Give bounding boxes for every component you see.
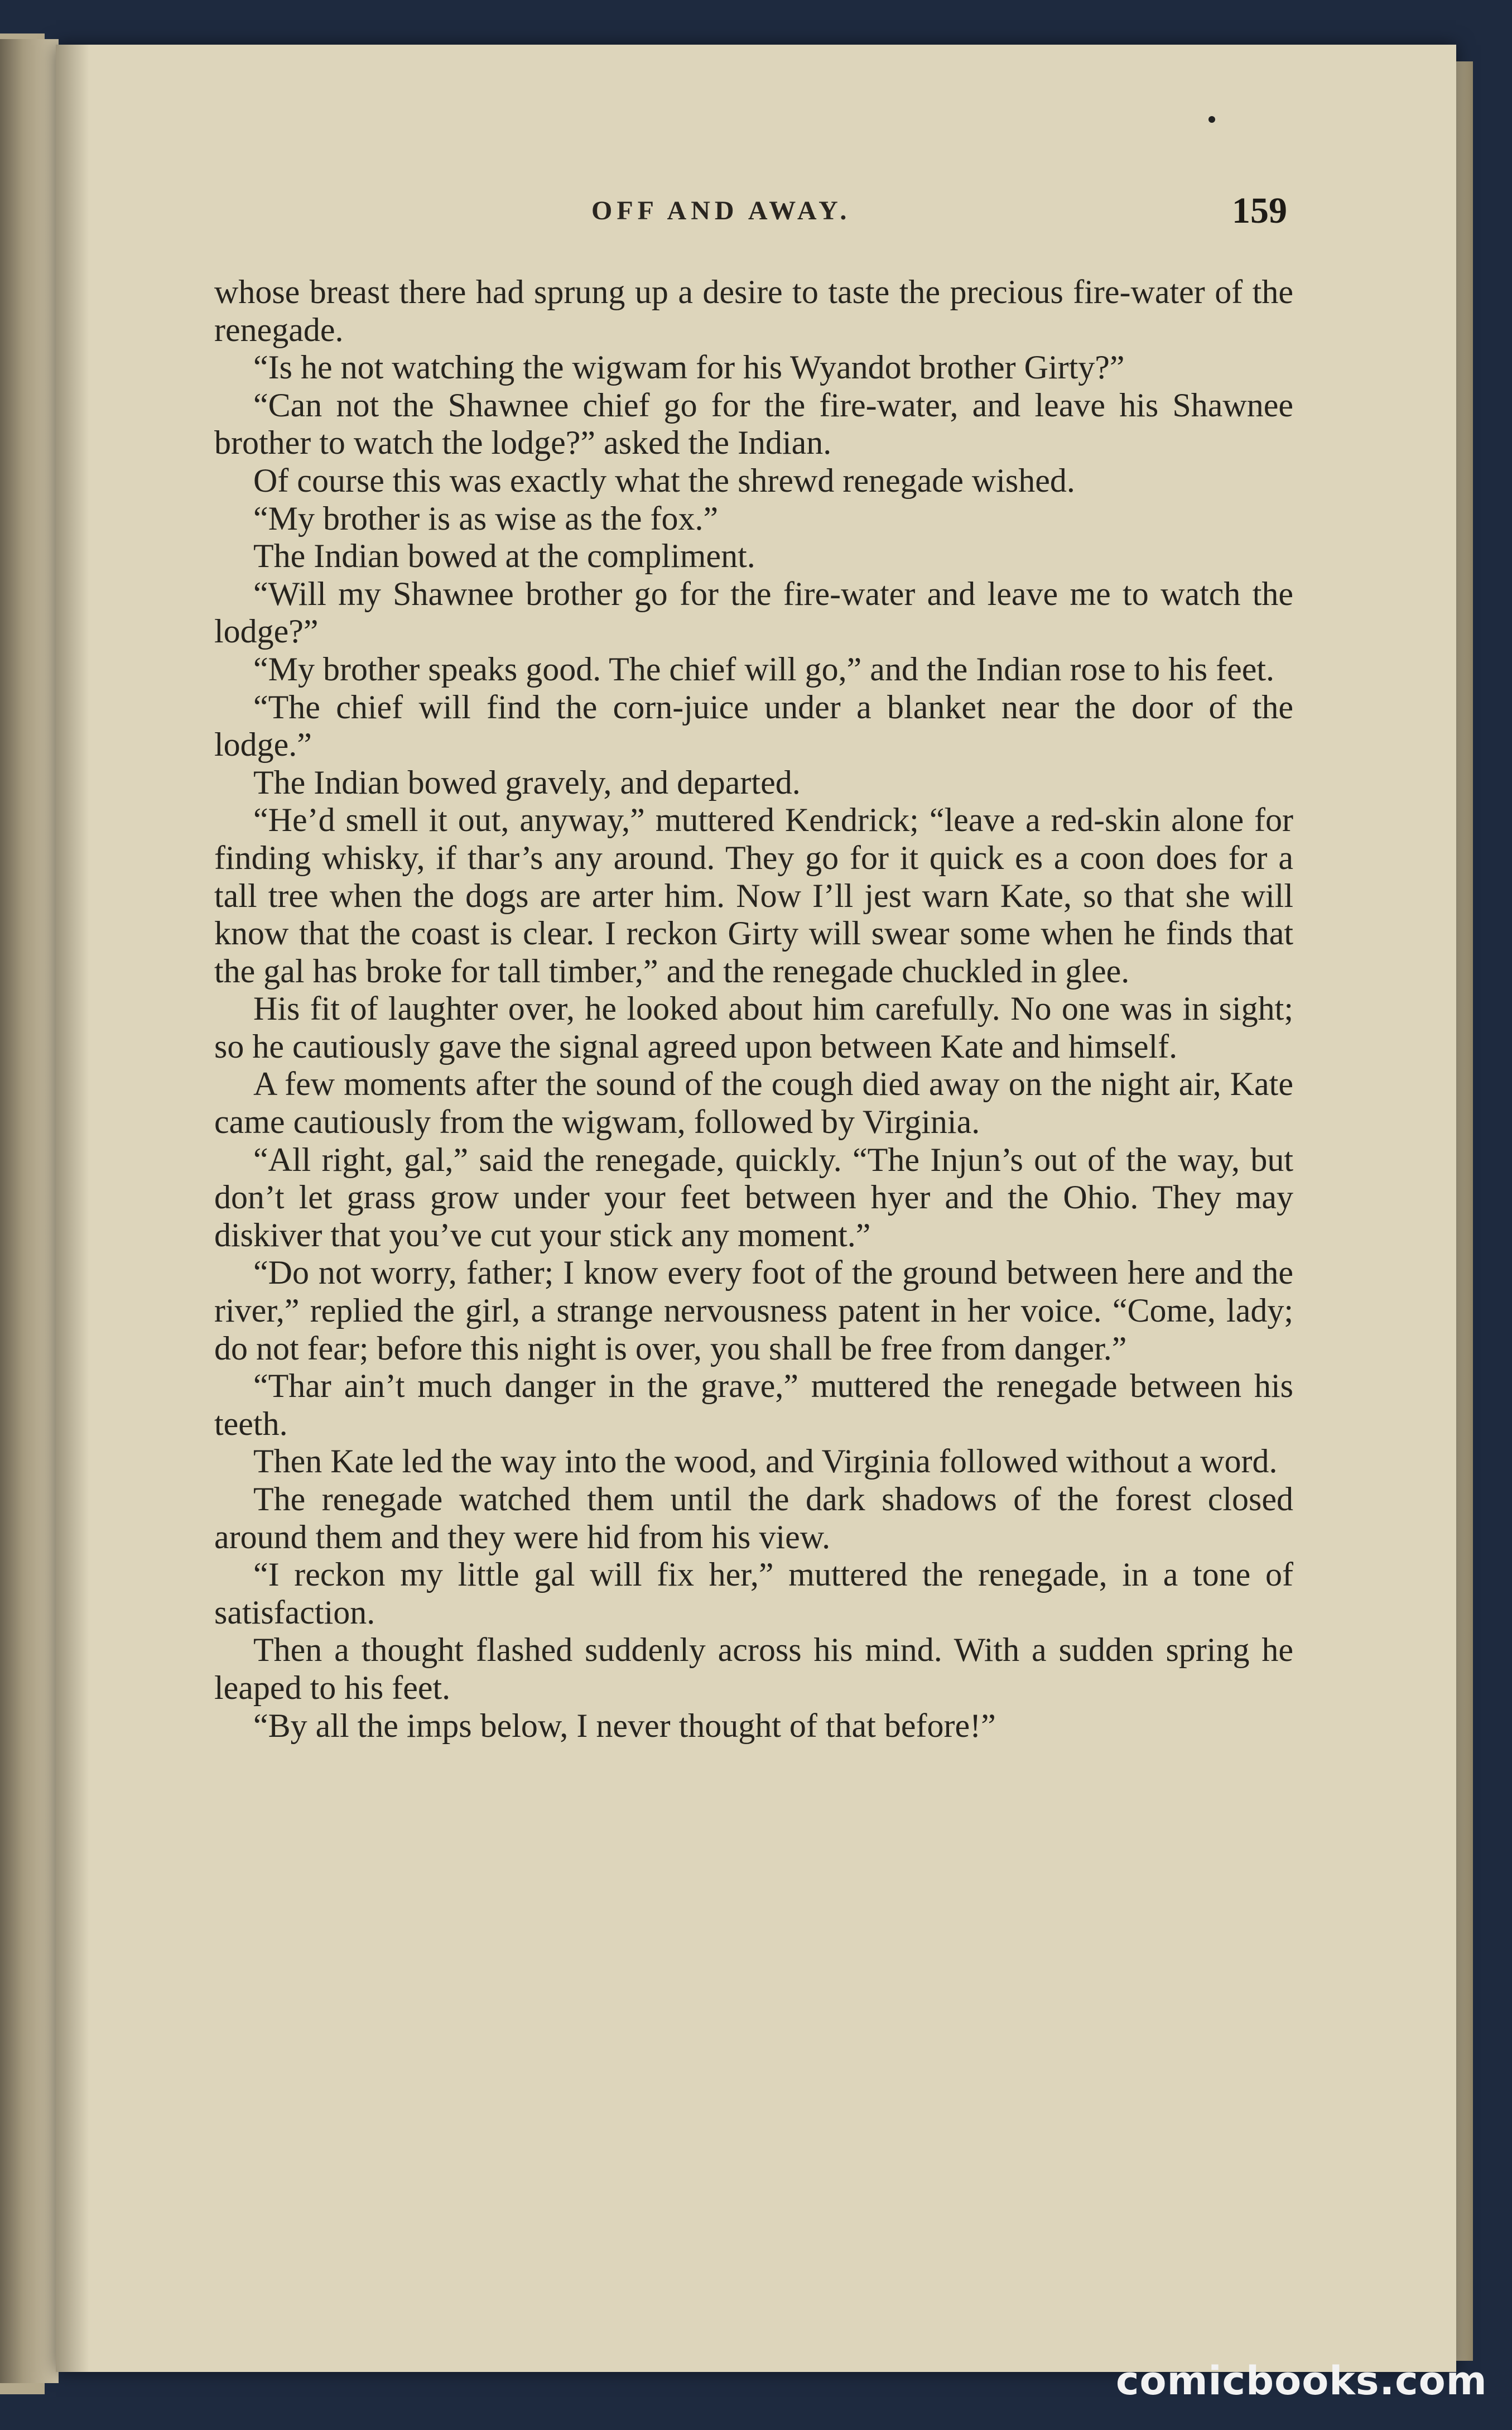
paragraph: “Will my Shawnee brother go for the fire-water and leave me to watch the lodge?” <box>214 575 1293 650</box>
paragraph: A few moments after the sound of the cough died away on the night air, Kate came cautiously from the wigwam, followed by Virginia. <box>214 1065 1293 1141</box>
book-spine-shadow <box>0 39 59 2383</box>
paragraph: “All right, gal,” said the renegade, quickly. “The Injun’s out of the way, but don’t let grass grow under your feet between hyer and the Ohio. They may diskiver that you’ve cut your stick any moment.” <box>214 1141 1293 1254</box>
running-head: OFF AND AWAY. <box>591 196 851 225</box>
page-number: 159 <box>1232 190 1287 231</box>
paragraph: The renegade watched them until the dark shadows of the forest closed around them and they were hid from his view. <box>214 1481 1293 1555</box>
paragraph: “My brother is as wise as the fox.” <box>253 500 719 537</box>
paragraph: “He’d smell it out, anyway,” muttered Kendrick; “leave a red-skin alone for finding whisky, if thar’s any around. They go for it quick es a coon does for a tall tree when the dogs are arter him. Now I’ll jest warn Kate, so that she will know that the coast is clear. I reckon Girty will swear some when he finds that the gal has broke for tall timber,” and the renegade chuckled in glee. <box>214 801 1293 990</box>
paragraph: Of course this was exactly what the shrewd renegade wished. <box>253 462 1075 499</box>
site-watermark: comicbooks.com <box>1116 2358 1487 2404</box>
paragraph: The Indian bowed gravely, and departed. <box>253 763 801 801</box>
paragraph: Then a thought flashed suddenly across his mind. With a sudden spring he leaped to his feet. <box>214 1631 1293 1706</box>
paragraph: His fit of laughter over, he looked about him carefully. No one was in sight; so he cautiously gave the signal agreed upon between Kate and himself. <box>214 990 1293 1065</box>
paragraph: “Do not worry, father; I know every foot of the ground between here and the river,” replied the girl, a strange nervousness patent in her voice. “Come, lady; do not fear; before this night is over, you shall be free from danger.” <box>214 1254 1293 1367</box>
paragraph: “Can not the Shawnee chief go for the fire-water, and leave his Shawnee brother to watch the lodge?” asked the Indian. <box>214 386 1293 462</box>
paragraph: “My brother speaks good. The chief will go,” and the Indian rose to his feet. <box>253 650 1275 688</box>
paragraph: Then Kate led the way into the wood, and Virginia followed without a word. <box>253 1443 1278 1480</box>
paragraph: The Indian bowed at the compliment. <box>253 537 755 575</box>
paragraph: “By all the imps below, I never thought of that before!” <box>253 1707 996 1744</box>
gutter-shadow <box>56 45 89 2372</box>
paragraph: whose breast there had sprung up a desire to taste the precious fire-water of the renegade. <box>214 273 1293 348</box>
body-text <box>214 273 1293 1745</box>
paragraph: “Thar ain’t much danger in the grave,” muttered the renegade between his teeth. <box>214 1367 1293 1442</box>
paragraph: “I reckon my little gal will fix her,” muttered the renegade, in a tone of satisfaction. <box>214 1556 1293 1631</box>
paragraph: “The chief will find the corn-juice under a blanket near the door of the lodge.” <box>214 688 1293 763</box>
ink-dot <box>1208 116 1215 123</box>
paragraph: “Is he not watching the wigwam for his Wyandot brother Girty?” <box>253 349 1125 386</box>
